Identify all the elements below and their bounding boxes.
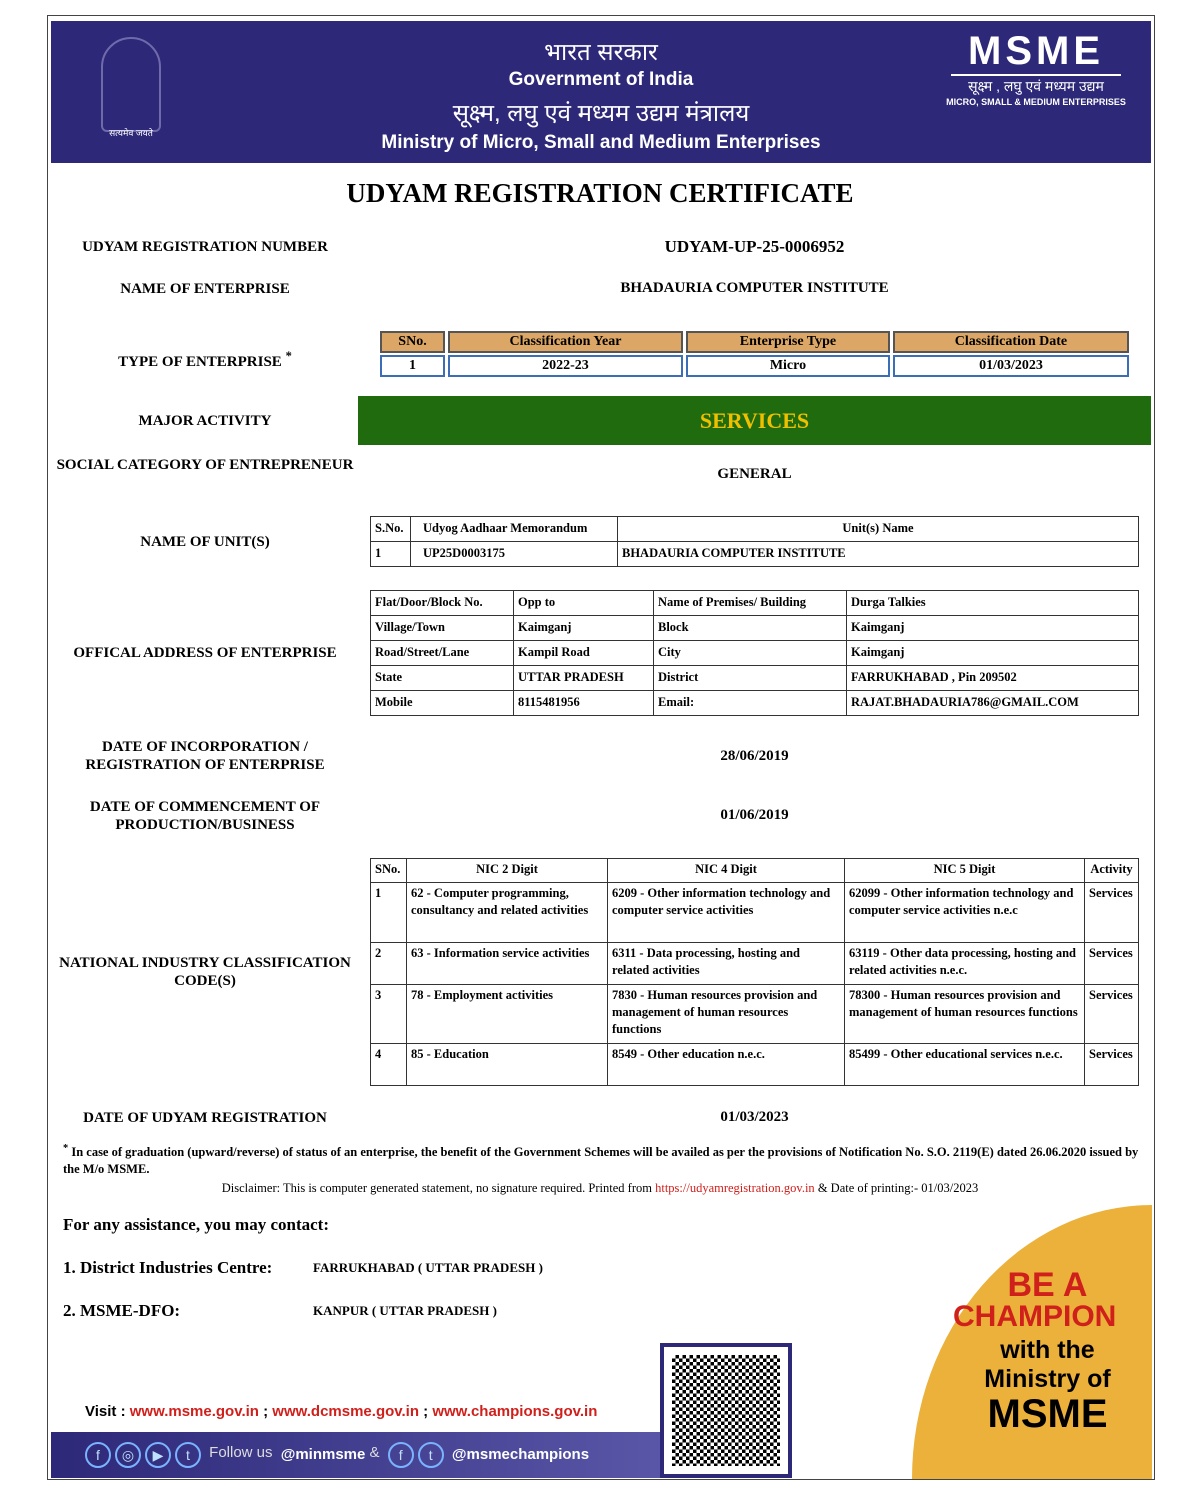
table-row <box>371 542 1139 567</box>
champion-text <box>945 1268 1150 1434</box>
cell: Services <box>1085 985 1139 1044</box>
champ-line: MSME <box>987 1392 1108 1436</box>
col-header: Udyog Aadhaar Memorandum <box>411 517 618 542</box>
champ-line: Ministry of <box>984 1365 1111 1393</box>
table-row <box>371 666 1139 691</box>
nic-table <box>370 858 1139 1086</box>
facebook-icon[interactable]: f <box>388 1442 414 1468</box>
cell: BHADAURIA COMPUTER INSTITUTE <box>618 542 1139 567</box>
cell: 85499 - Other educational services n.e.c. <box>845 1044 1085 1086</box>
dfo-value: KANPUR ( UTTAR PRADESH ) <box>313 1303 497 1318</box>
cell: 8115481956 <box>514 691 654 716</box>
cell: Kaimganj <box>847 616 1139 641</box>
cell: Services <box>1085 883 1139 943</box>
units-label: NAME OF UNIT(S) <box>140 534 270 550</box>
cell: District <box>654 666 847 691</box>
cell: Kaimganj <box>514 616 654 641</box>
address-table <box>370 590 1139 716</box>
cell: 2022-23 <box>448 355 683 377</box>
facebook-icon[interactable]: f <box>85 1442 111 1468</box>
msme-logo: MSME <box>951 29 1121 76</box>
cell: 1 <box>380 355 445 377</box>
dic-value: FARRUKHABAD ( UTTAR PRADESH ) <box>313 1260 543 1275</box>
cell: UP25D0003175 <box>411 542 618 567</box>
table-row <box>371 616 1139 641</box>
incorp-date: 28/06/2019 <box>720 748 789 764</box>
col-header: Classification Date <box>893 331 1129 353</box>
cell: 62 - Computer programming, consultancy and related activities <box>407 883 608 943</box>
cell: City <box>654 641 847 666</box>
col-header: NIC 2 Digit <box>407 859 608 883</box>
udyam-date-label: DATE OF UDYAM REGISTRATION <box>83 1110 327 1126</box>
udyam-date: 01/03/2023 <box>720 1109 789 1125</box>
asterisk: * <box>285 349 292 363</box>
footnote-text: In case of graduation (upward/reverse) of status of an enterprise, the benefit of the Government Schemes will be availed as per the provisions of Notification No. S.O. 2119(E) dated 26.06.2020 issued by the M/o MSME. <box>63 1145 1139 1177</box>
table-row <box>371 691 1139 716</box>
cell: Services <box>1085 943 1139 985</box>
cell: Block <box>654 616 847 641</box>
cell: Services <box>1085 1044 1139 1086</box>
header-banner <box>51 21 1151 163</box>
activity-banner: SERVICES <box>358 396 1151 445</box>
incorp-label: DATE OF INCORPORATION / REGISTRATION OF ENTERPRISE <box>85 739 325 773</box>
cell: 4 <box>371 1044 407 1086</box>
visit-label: Visit : <box>85 1403 126 1420</box>
cell: Village/Town <box>371 616 514 641</box>
cell: Durga Talkies <box>847 591 1139 616</box>
cell: 2 <box>371 943 407 985</box>
visit-links: Visit : www.msme.gov.in ; www.dcmsme.gov.in ; www.champions.gov.in <box>85 1403 598 1420</box>
cell: 01/03/2023 <box>893 355 1129 377</box>
address-label: OFFICAL ADDRESS OF ENTERPRISE <box>73 645 337 661</box>
cell: Name of Premises/ Building <box>654 591 847 616</box>
udyam-link[interactable]: https://udyamregistration.gov.in <box>655 1181 815 1195</box>
handle-msmechampions[interactable]: @msmechampions <box>451 1445 590 1463</box>
cell: Kaimganj <box>847 641 1139 666</box>
col-header: Classification Year <box>448 331 683 353</box>
qr-code <box>660 1343 792 1478</box>
instagram-icon[interactable]: ◎ <box>115 1442 141 1468</box>
cell: 6209 - Other information technology and computer service activities <box>608 883 845 943</box>
cell: State <box>371 666 514 691</box>
champions-link[interactable]: www.champions.gov.in <box>432 1403 598 1420</box>
commence-date: 01/06/2019 <box>720 807 789 823</box>
cell: 7830 - Human resources provision and management of human resources functions <box>608 985 845 1044</box>
follow-label: Follow us <box>209 1444 273 1461</box>
twitter-icon[interactable]: t <box>418 1442 444 1468</box>
cell: 78 - Employment activities <box>407 985 608 1044</box>
col-header: Unit(s) Name <box>618 517 1139 542</box>
cell: 63119 - Other data processing, hosting and related activities n.e.c. <box>845 943 1085 985</box>
cell: Email: <box>654 691 847 716</box>
cell: 3 <box>371 985 407 1044</box>
hindi-govt: भारत सरकार <box>544 39 658 66</box>
col-header: Activity <box>1085 859 1139 883</box>
print-date: & Date of printing:- 01/03/2023 <box>814 1181 979 1195</box>
cell: Flat/Door/Block No. <box>371 591 514 616</box>
cell: 8549 - Other education n.e.c. <box>608 1044 845 1086</box>
champ-line: BE A <box>1007 1266 1088 1304</box>
cell: 62099 - Other information technology and computer service activities n.e.c <box>845 883 1085 943</box>
disclaimer-text: Disclaimer: This is computer generated statement, no signature required. Printed from <box>221 1181 656 1195</box>
msme-hindi: सूक्ष्म , लघु एवं मध्यम उद्यम <box>968 78 1104 94</box>
social-label: SOCIAL CATEGORY OF ENTREPRENEUR <box>56 457 354 473</box>
table-row <box>371 985 1139 1044</box>
reg-no-label: UDYAM REGISTRATION NUMBER <box>82 239 328 255</box>
dfo-label: 2. MSME-DFO: <box>63 1301 181 1320</box>
col-header: NIC 4 Digit <box>608 859 845 883</box>
msme-link[interactable]: www.msme.gov.in <box>129 1403 259 1420</box>
twitter-icon[interactable]: t <box>175 1442 201 1468</box>
dic-label: 1. District Industries Centre: <box>63 1258 273 1277</box>
amp: & <box>369 1444 380 1461</box>
disclaimer <box>0 1181 1200 1196</box>
reg-no: UDYAM-UP-25-0006952 <box>664 237 845 256</box>
social-category: GENERAL <box>717 466 792 482</box>
asterisk: * <box>63 1143 69 1154</box>
msme-sub: MICRO, SMALL & MEDIUM ENTERPRISES <box>946 97 1126 107</box>
cell: 85 - Education <box>407 1044 608 1086</box>
cell: Kampil Road <box>514 641 654 666</box>
table-row <box>371 943 1139 985</box>
type-label-text: TYPE OF ENTERPRISE <box>118 354 282 370</box>
footnote <box>63 1140 1143 1178</box>
youtube-icon[interactable]: ▶ <box>145 1442 171 1468</box>
units-table <box>370 516 1139 567</box>
handle-minmsme[interactable]: @minmsme <box>280 1445 366 1463</box>
cell: 6311 - Data processing, hosting and related activities <box>608 943 845 985</box>
hindi-ministry: सूक्ष्म, लघु एवं मध्यम उद्यम मंत्रालय <box>452 100 750 127</box>
champ-line: CHAMPION <box>953 1300 1117 1333</box>
nic-label: NATIONAL INDUSTRY CLASSIFICATION CODE(S) <box>59 955 351 989</box>
col-header: SNo. <box>371 859 407 883</box>
govt-title: Government of India <box>508 69 694 90</box>
col-header: NIC 5 Digit <box>845 859 1085 883</box>
activity-label: MAJOR ACTIVITY <box>138 413 272 429</box>
contact-heading: For any assistance, you may contact: <box>63 1215 329 1234</box>
ministry-title: Ministry of Micro, Small and Medium Enterprises <box>381 132 821 153</box>
cell: UTTAR PRADESH <box>514 666 654 691</box>
cell: Micro <box>686 355 890 377</box>
enterprise-name: BHADAURIA COMPUTER INSTITUTE <box>620 280 889 296</box>
emblem-motto: सत्यमेव जयते <box>109 128 153 138</box>
classification-table <box>377 329 1132 379</box>
social-bar <box>51 1432 671 1478</box>
table-row <box>371 883 1139 943</box>
col-header: SNo. <box>380 331 445 353</box>
cell: FARRUKHABAD , Pin 209502 <box>847 666 1139 691</box>
cell: 63 - Information service activities <box>407 943 608 985</box>
col-header: Enterprise Type <box>686 331 890 353</box>
champ-line: with the <box>1000 1336 1095 1364</box>
table-row <box>380 355 1129 377</box>
cell: 1 <box>371 883 407 943</box>
cell: RAJAT.BHADAURIA786@GMAIL.COM <box>847 691 1139 716</box>
cell: Road/Street/Lane <box>371 641 514 666</box>
table-row <box>371 591 1139 616</box>
page-title: UDYAM REGISTRATION CERTIFICATE <box>346 178 854 208</box>
col-header: S.No. <box>371 517 411 542</box>
name-label: NAME OF ENTERPRISE <box>120 281 290 297</box>
header-row <box>371 859 1139 883</box>
dcmsme-link[interactable]: www.dcmsme.gov.in <box>272 1403 419 1420</box>
commence-label: DATE OF COMMENCEMENT OF PRODUCTION/BUSINESS <box>89 799 321 833</box>
cell: Mobile <box>371 691 514 716</box>
cell: 1 <box>371 542 411 567</box>
cell: Opp to <box>514 591 654 616</box>
table-row <box>371 1044 1139 1086</box>
table-row <box>371 641 1139 666</box>
type-label <box>55 347 355 371</box>
cell: 78300 - Human resources provision and management of human resources functions <box>845 985 1085 1044</box>
